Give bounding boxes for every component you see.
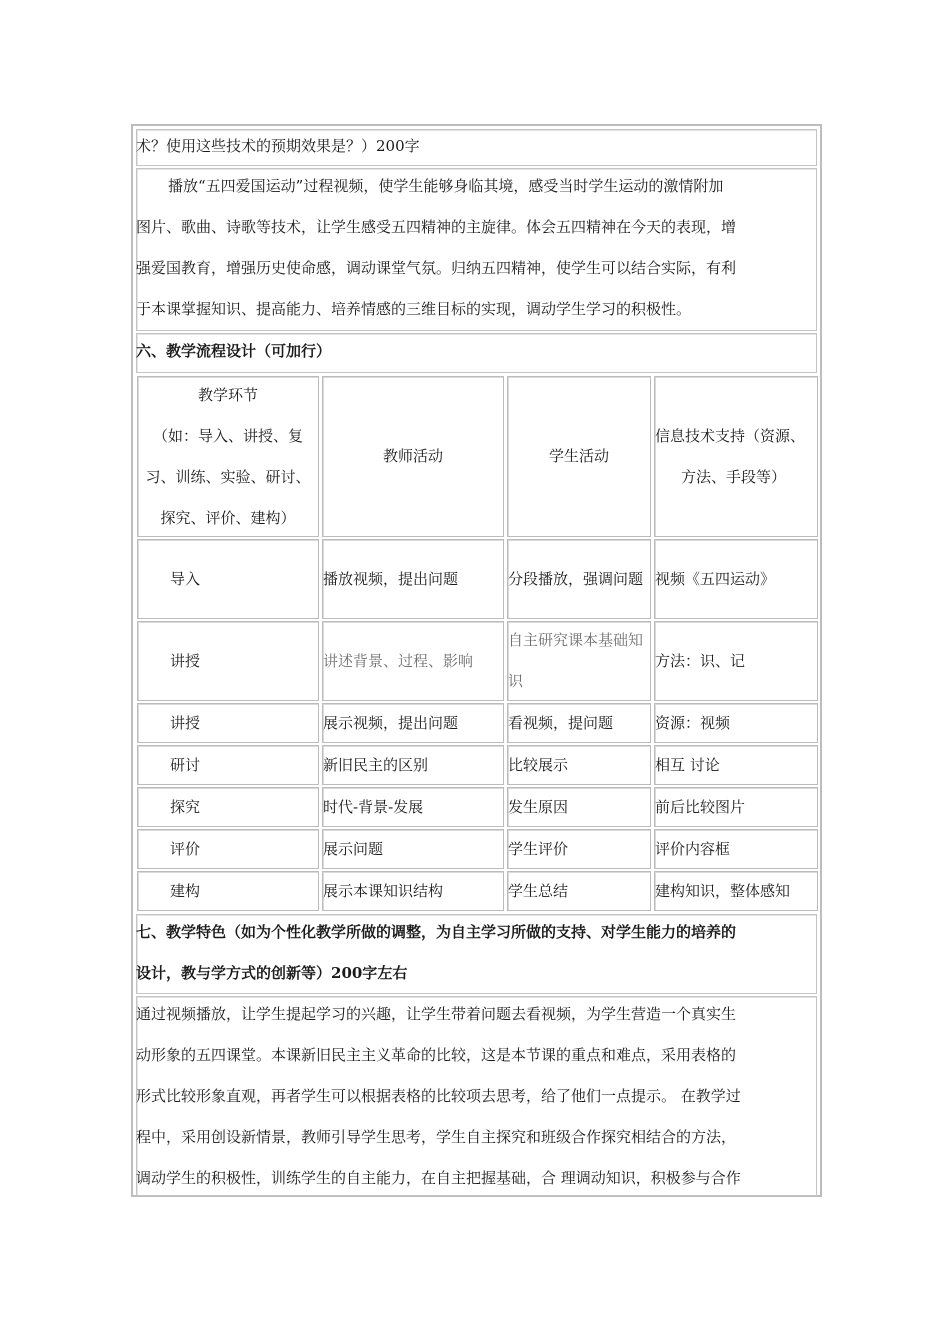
row6-student: 学生评价 [507,829,651,869]
row6-it: 评价内容框 [654,829,818,869]
row4-student: 比较展示 [507,745,651,785]
header-student [507,376,651,537]
section7-heading-line-2: 设计，教与学方式的创新等）200字左右 [136,964,408,982]
section7-line-5: 调动学生的积极性，训练学生的自主能力，在自主把握基础，合 理调动知识，积极参与合作 [136,1169,741,1187]
section5-line-2: 图片、歌曲、诗歌等技术，让学生感受五四精神的主旋律。体会五四精神在今天的表现，增 [136,218,737,236]
section5-line-1: 播放“五四爱国运动”过程视频，使学生能够身临其境，感受当时学生运动的激情附加 [168,177,724,195]
question-end: 术？使用这些技术的预期效果是？）200字 [136,137,420,155]
document-frame [131,124,822,1197]
row7-student: 学生总结 [507,871,651,911]
header-teacher [322,376,504,537]
row1-teacher: 播放视频，提出问题 [322,539,504,619]
section7-line-1: 通过视频播放，让学生提起学习的兴趣，让学生带着问题去看视频，为学生营造一个真实生 [136,1005,737,1023]
row6-teacher: 展示问题 [322,829,504,869]
row5-teacher: 时代-背景-发展 [322,787,504,827]
header-it-line-1: 信息技术支持（资源、 [655,426,806,445]
row1-stage: 导入 [137,539,319,619]
row3-stage: 讲授 [137,703,319,743]
header-stage-line-1: 教学环节 [197,385,258,404]
header-teacher-label: 教师活动 [382,447,443,465]
row7-stage: 建构 [137,871,319,911]
row2-it: 方法：识、记 [654,621,818,701]
row4-it: 相互 讨论 [654,745,818,785]
section5-line-3: 强爱国教育，增强历史使命感，调动课堂气氛。归纳五四精神，使学生可以结合实际，有利 [136,259,737,277]
row2-stage: 讲授 [137,621,319,701]
row7-teacher: 展示本课知识结构 [322,871,504,911]
section6-heading: 六、教学流程设计（可加行） [136,342,332,360]
header-stage-line-4: 探究、评价、建构） [160,508,296,527]
row3-student: 看视频，提问题 [507,703,651,743]
row3-it: 资源：视频 [654,703,818,743]
row4-stage: 研讨 [137,745,319,785]
row1-it: 视频《五四运动》 [654,539,818,619]
row6-stage: 评价 [137,829,319,869]
row3-teacher: 展示视频，提出问题 [322,703,504,743]
header-stage-line-2: （如：导入、讲授、复 [152,426,303,445]
header-student-label: 学生活动 [548,447,609,465]
header-it-line-2: 方法、手段等） [681,467,787,486]
row7-it: 建构知识，整体感知 [654,871,818,911]
section7-line-3: 形式比较形象直观，再者学生可以根据表格的比较项去思考，给了他们一点提示。 在教学过 [136,1087,741,1105]
section5-line-4: 于本课掌握知识、提高能力、培养情感的三维目标的实现，调动学生学习的积极性。 [136,300,692,318]
section7-line-4: 程中，采用创设新情景，教师引导学生思考，学生自主探究和班级合作探究相结合的方法， [136,1128,737,1146]
row2-teacher: 讲述背景、过程、影响 [322,621,504,701]
header-stage [137,376,319,537]
header-it [654,376,818,537]
section7-heading-line-1: 七、教学特色（如为个性化教学所做的调整，为自主学习所做的支持、对学生能力的培养的 [136,923,737,941]
row5-student: 发生原因 [507,787,651,827]
row5-it: 前后比较图片 [654,787,818,827]
row4-teacher: 新旧民主的区别 [322,745,504,785]
row1-student: 分段播放，强调问题 [507,539,651,619]
row5-stage: 探究 [137,787,319,827]
header-stage-line-3: 习、训练、实验、研讨、 [145,467,311,486]
section7-line-2: 动形象的五四课堂。本课新旧民主主义革命的比较，这是本节课的重点和难点，采用表格的 [136,1046,737,1064]
row2-student: 自主研究课本基础知识 [507,621,651,701]
